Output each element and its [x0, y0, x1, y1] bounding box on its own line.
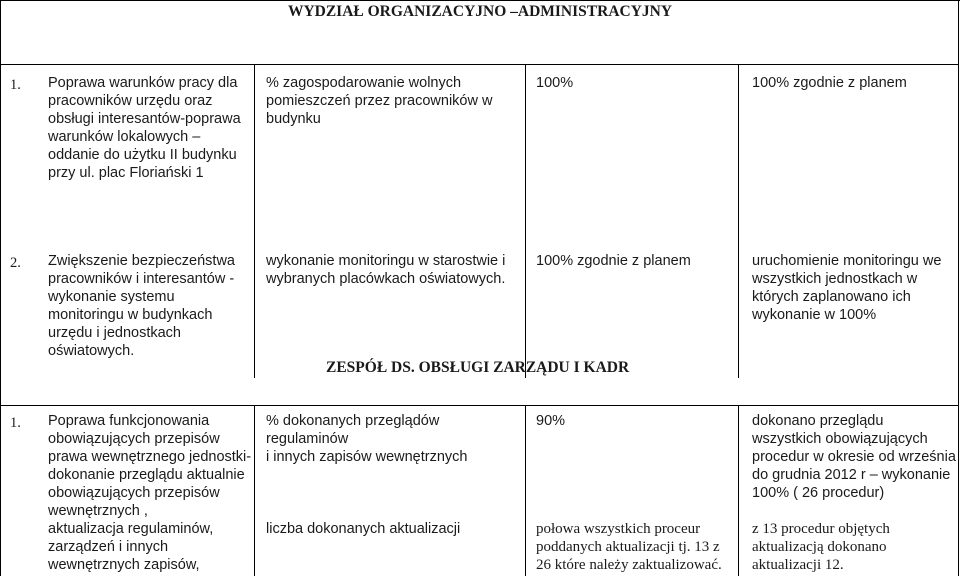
column-divider-1 — [254, 64, 255, 378]
measure-cell: % dokonanych przeglądów regulaminów i innych zapisów wewnętrznych — [266, 413, 468, 465]
row-number: 2. — [10, 255, 21, 271]
measure-cell: % zagospodarowanie wolnych pomieszczeń przez pracowników w budynku — [266, 75, 493, 127]
header-row-divider — [0, 64, 959, 65]
department-header: ZESPÓŁ DS. OBSŁUGI ZARZĄDU I KADR — [326, 359, 630, 376]
table-border-left — [0, 0, 1, 576]
target-cell: 100% — [536, 75, 574, 91]
column-divider-2b — [525, 405, 526, 576]
result-cell: uruchomienie monitoringu we wszystkich jednostkach w których zaplanowano ich wykonanie w 100% — [752, 253, 942, 323]
result-cell: dokonano przeglądu wszystkich obowiązujących procedur w okresie od września do grudnia 2012 r – wykonanie 100% ( 26 procedur) — [752, 413, 956, 501]
column-divider-1b — [254, 405, 255, 576]
task-cell: Poprawa funkcjonowania obowiązujących przepisów prawa wewnętrznego jednostki- dokonanie przeglądu aktualnie obowiązujących przepisów wewnętrznych , aktualizacja regulaminów, zarządzeń i innych wewnętrznych zapisów, — [48, 413, 252, 573]
target-cell: 90% — [536, 413, 566, 429]
department-header: WYDZIAŁ ORGANIZACYJNO –ADMINISTRACYJNY — [287, 3, 673, 20]
column-divider-3 — [738, 64, 739, 378]
target-cell: 100% zgodnie z planem — [536, 253, 691, 269]
task-cell: Zwiększenie bezpieczeństwa pracowników i interesantów - wykonanie systemu monitoringu w budynkach urzędu i jednostkach oświatowych. — [48, 253, 235, 359]
result-cell-secondary: z 13 procedur objętych aktualizacją dokonano aktualizacji 12. — [752, 521, 890, 573]
result-cell: 100% zgodnie z planem — [752, 75, 907, 91]
column-divider-3b — [738, 405, 739, 576]
table-border-top — [0, 0, 960, 1]
table-border-right — [958, 0, 959, 576]
row-number: 1. — [10, 415, 21, 431]
section-divider — [0, 405, 959, 406]
target-cell-secondary: połowa wszystkich proceur poddanych aktualizacji tj. 13 z 26 które należy zaktualizować. — [536, 521, 722, 573]
task-cell: Poprawa warunków pracy dla pracowników urzędu oraz obsługi interesantów-poprawa warunków lokalowych – oddanie do użytku II budynku przy ul. plac Floriański 1 — [48, 75, 241, 181]
column-divider-2 — [525, 64, 526, 378]
measure-cell: wykonanie monitoringu w starostwie i wybranych placówkach oświatowych. — [266, 253, 506, 287]
measure-cell-secondary: liczba dokonanych aktualizacji — [266, 521, 461, 537]
row-number: 1. — [10, 77, 21, 93]
